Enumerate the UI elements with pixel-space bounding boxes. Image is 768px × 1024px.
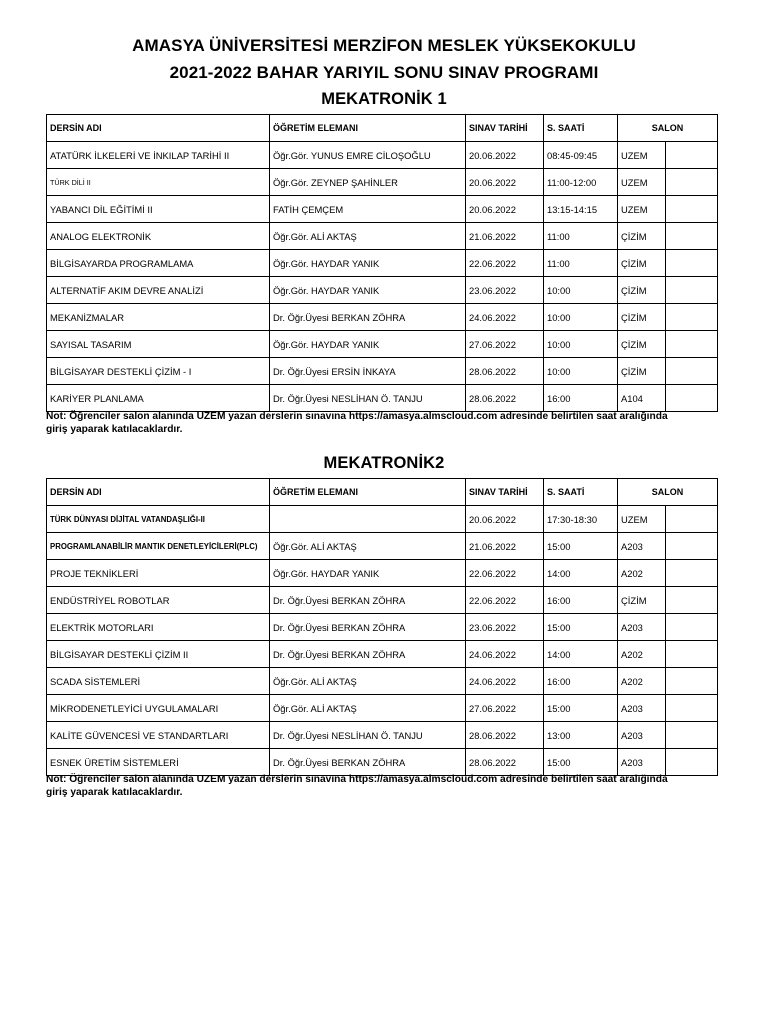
instructor-cell: Dr. Öğr.Üyesi BERKAN ZÖHRA — [270, 614, 466, 641]
room-extra-cell — [666, 196, 718, 223]
room-extra-cell — [666, 560, 718, 587]
room-cell: A202 — [618, 560, 666, 587]
column-header-time: S. SAATİ — [544, 479, 618, 506]
exam-date-cell: 27.06.2022 — [466, 695, 544, 722]
room-cell: UZEM — [618, 169, 666, 196]
exam-date-cell: 28.06.2022 — [466, 385, 544, 412]
room-cell: ÇİZİM — [618, 250, 666, 277]
table-row — [47, 749, 718, 776]
table-row — [47, 533, 718, 560]
course-cell: KALİTE GÜVENCESİ VE STANDARTLARI — [47, 722, 270, 749]
room-cell: ÇİZİM — [618, 331, 666, 358]
column-header-room: SALON — [618, 479, 718, 506]
exam-date-cell: 24.06.2022 — [466, 668, 544, 695]
table-row — [47, 358, 718, 385]
table-row — [47, 277, 718, 304]
course-cell: ATATÜRK İLKELERİ VE İNKILAP TARİHİ II — [47, 142, 270, 169]
column-header-date: SINAV TARİHİ — [466, 115, 544, 142]
course-cell: SAYISAL TASARIM — [47, 331, 270, 358]
exam-time-cell: 11:00-12:00 — [544, 169, 618, 196]
section-note — [46, 773, 736, 799]
room-cell: ÇİZİM — [618, 304, 666, 331]
room-cell: ÇİZİM — [618, 358, 666, 385]
room-extra-cell — [666, 358, 718, 385]
instructor-cell: Dr. Öğr.Üyesi BERKAN ZÖHRA — [270, 304, 466, 331]
table-row — [47, 250, 718, 277]
course-cell: BİLGİSAYAR DESTEKLİ ÇİZİM - I — [47, 358, 270, 385]
table-row — [47, 304, 718, 331]
table-row — [47, 223, 718, 250]
room-cell: UZEM — [618, 196, 666, 223]
instructor-cell: Dr. Öğr.Üyesi ERSİN İNKAYA — [270, 358, 466, 385]
room-cell: UZEM — [618, 142, 666, 169]
room-extra-cell — [666, 250, 718, 277]
room-extra-cell — [666, 331, 718, 358]
exam-time-cell: 10:00 — [544, 304, 618, 331]
room-cell: A203 — [618, 695, 666, 722]
course-cell: BİLGİSAYAR DESTEKLİ ÇİZİM II — [47, 641, 270, 668]
room-cell: ÇİZİM — [618, 277, 666, 304]
instructor-cell: Dr. Öğr.Üyesi BERKAN ZÖHRA — [270, 749, 466, 776]
instructor-cell: Dr. Öğr.Üyesi NESLİHAN Ö. TANJU — [270, 722, 466, 749]
document-subtitle: 2021-2022 BAHAR YARIYIL SONU SINAV PROGRAMI — [169, 63, 599, 82]
table-row — [47, 614, 718, 641]
exam-table-mekatronik-1 — [46, 114, 718, 412]
instructor-cell: Öğr.Gör. ALİ AKTAŞ — [270, 668, 466, 695]
column-header-instructor: ÖĞRETİM ELEMANI — [270, 115, 466, 142]
room-extra-cell — [666, 614, 718, 641]
exam-time-cell: 17:30-18:30 — [544, 506, 618, 533]
course-cell: SCADA SİSTEMLERİ — [47, 668, 270, 695]
table-row — [47, 169, 718, 196]
room-cell: A203 — [618, 533, 666, 560]
course-cell: ALTERNATİF AKIM DEVRE ANALİZİ — [47, 277, 270, 304]
exam-time-cell: 16:00 — [544, 668, 618, 695]
exam-date-cell: 24.06.2022 — [466, 304, 544, 331]
exam-date-cell: 27.06.2022 — [466, 331, 544, 358]
exam-date-cell: 28.06.2022 — [466, 749, 544, 776]
table-row — [47, 587, 718, 614]
course-cell: BİLGİSAYARDA PROGRAMLAMA — [47, 250, 270, 277]
course-cell: MİKRODENETLEYİCİ UYGULAMALARI — [47, 695, 270, 722]
course-cell: KARİYER PLANLAMA — [47, 385, 270, 412]
exam-date-cell: 28.06.2022 — [466, 358, 544, 385]
exam-time-cell: 14:00 — [544, 641, 618, 668]
room-extra-cell — [666, 695, 718, 722]
table-row — [47, 641, 718, 668]
exam-time-cell: 13:00 — [544, 722, 618, 749]
course-cell: ELEKTRİK MOTORLARI — [47, 614, 270, 641]
room-cell: A203 — [618, 722, 666, 749]
room-extra-cell — [666, 142, 718, 169]
exam-date-cell: 24.06.2022 — [466, 641, 544, 668]
table-body — [47, 479, 718, 776]
column-header-time: S. SAATİ — [544, 115, 618, 142]
room-extra-cell — [666, 668, 718, 695]
instructor-cell: Öğr.Gör. ALİ AKTAŞ — [270, 223, 466, 250]
column-header-course: DERSİN ADI — [47, 479, 270, 506]
exam-date-cell: 21.06.2022 — [466, 223, 544, 250]
exam-time-cell: 15:00 — [544, 533, 618, 560]
exam-date-cell: 23.06.2022 — [466, 614, 544, 641]
table-body — [47, 115, 718, 412]
column-header-room: SALON — [618, 115, 718, 142]
instructor-cell — [270, 506, 466, 533]
table-header-row — [47, 115, 718, 142]
course-cell: TÜRK DİLİ II — [47, 169, 270, 196]
exam-time-cell: 16:00 — [544, 385, 618, 412]
course-cell: YABANCI DİL EĞİTİMİ II — [47, 196, 270, 223]
column-header-date: SINAV TARİHİ — [466, 479, 544, 506]
instructor-cell: Öğr.Gör. HAYDAR YANIK — [270, 560, 466, 587]
table-row — [47, 196, 718, 223]
column-header-instructor: ÖĞRETİM ELEMANI — [270, 479, 466, 506]
exam-date-cell: 20.06.2022 — [466, 169, 544, 196]
exam-time-cell: 11:00 — [544, 250, 618, 277]
section-title-mekatronik-1: MEKATRONİK 1 — [321, 90, 447, 108]
course-cell: ESNEK ÜRETİM SİSTEMLERİ — [47, 749, 270, 776]
table-header-row — [47, 479, 718, 506]
note-line: giriş yaparak katılacaklardır. — [46, 787, 183, 798]
room-cell: A203 — [618, 614, 666, 641]
exam-date-cell: 22.06.2022 — [466, 560, 544, 587]
exam-time-cell: 10:00 — [544, 331, 618, 358]
room-extra-cell — [666, 169, 718, 196]
table-row — [47, 385, 718, 412]
table-row — [47, 560, 718, 587]
exam-time-cell: 08:45-09:45 — [544, 142, 618, 169]
exam-date-cell: 28.06.2022 — [466, 722, 544, 749]
room-cell: A202 — [618, 641, 666, 668]
exam-time-cell: 16:00 — [544, 587, 618, 614]
instructor-cell: Dr. Öğr.Üyesi NESLİHAN Ö. TANJU — [270, 385, 466, 412]
room-extra-cell — [666, 749, 718, 776]
exam-date-cell: 20.06.2022 — [466, 196, 544, 223]
table-row — [47, 668, 718, 695]
exam-date-cell: 20.06.2022 — [466, 142, 544, 169]
document-title: AMASYA ÜNİVERSİTESİ MERZİFON MESLEK YÜKSEKOKULU — [132, 36, 636, 55]
instructor-cell: Dr. Öğr.Üyesi BERKAN ZÖHRA — [270, 587, 466, 614]
instructor-cell: Öğr.Gör. ZEYNEP ŞAHİNLER — [270, 169, 466, 196]
instructor-cell: Öğr.Gör. ALİ AKTAŞ — [270, 695, 466, 722]
room-cell: A203 — [618, 749, 666, 776]
section-note — [46, 410, 736, 436]
table-row — [47, 331, 718, 358]
instructor-cell: FATİH ÇEMÇEM — [270, 196, 466, 223]
exam-table-mekatronik-2 — [46, 478, 718, 776]
room-extra-cell — [666, 277, 718, 304]
room-cell: ÇİZİM — [618, 587, 666, 614]
exam-date-cell: 20.06.2022 — [466, 506, 544, 533]
course-cell: TÜRK DÜNYASI DİJİTAL VATANDAŞLIĞI-II — [47, 506, 270, 533]
exam-time-cell: 15:00 — [544, 749, 618, 776]
room-extra-cell — [666, 722, 718, 749]
note-line: Not: Öğrenciler salon alanında UZEM yazan derslerin sınavına https://amasya.almscloud.com adresinde belirtilen saat aralığında — [46, 411, 668, 422]
column-header-course: DERSİN ADI — [47, 115, 270, 142]
room-cell: UZEM — [618, 506, 666, 533]
note-line: giriş yaparak katılacaklardır. — [46, 424, 183, 435]
course-cell: PROJE TEKNİKLERİ — [47, 560, 270, 587]
table-row — [47, 722, 718, 749]
table-row — [47, 695, 718, 722]
exam-date-cell: 23.06.2022 — [466, 277, 544, 304]
exam-date-cell: 21.06.2022 — [466, 533, 544, 560]
room-extra-cell — [666, 641, 718, 668]
exam-time-cell: 11:00 — [544, 223, 618, 250]
room-extra-cell — [666, 385, 718, 412]
instructor-cell: Öğr.Gör. YUNUS EMRE CİLOŞOĞLU — [270, 142, 466, 169]
room-cell: ÇİZİM — [618, 223, 666, 250]
room-extra-cell — [666, 587, 718, 614]
note-line: Not: Öğrenciler salon alanında UZEM yazan derslerin sınavına https://amasya.almscloud.com adresinde belirtilen saat aralığında — [46, 774, 668, 785]
exam-time-cell: 10:00 — [544, 277, 618, 304]
instructor-cell: Öğr.Gör. ALİ AKTAŞ — [270, 533, 466, 560]
room-extra-cell — [666, 533, 718, 560]
table-row — [47, 142, 718, 169]
room-cell: A104 — [618, 385, 666, 412]
course-cell: ANALOG ELEKTRONİK — [47, 223, 270, 250]
instructor-cell: Öğr.Gör. HAYDAR YANIK — [270, 277, 466, 304]
exam-date-cell: 22.06.2022 — [466, 250, 544, 277]
room-extra-cell — [666, 506, 718, 533]
course-cell: PROGRAMLANABİLİR MANTIK DENETLEYİCİLERİ(PLC) — [47, 533, 270, 560]
course-cell: MEKANİZMALAR — [47, 304, 270, 331]
exam-date-cell: 22.06.2022 — [466, 587, 544, 614]
instructor-cell: Öğr.Gör. HAYDAR YANIK — [270, 250, 466, 277]
room-extra-cell — [666, 304, 718, 331]
room-extra-cell — [666, 223, 718, 250]
course-cell: ENDÜSTRİYEL ROBOTLAR — [47, 587, 270, 614]
instructor-cell: Öğr.Gör. HAYDAR YANIK — [270, 331, 466, 358]
room-cell: A202 — [618, 668, 666, 695]
exam-time-cell: 10:00 — [544, 358, 618, 385]
exam-time-cell: 13:15-14:15 — [544, 196, 618, 223]
section-title-mekatronik-2: MEKATRONİK2 — [323, 454, 445, 472]
instructor-cell: Dr. Öğr.Üyesi BERKAN ZÖHRA — [270, 641, 466, 668]
exam-time-cell: 15:00 — [544, 695, 618, 722]
table-row — [47, 506, 718, 533]
exam-time-cell: 15:00 — [544, 614, 618, 641]
exam-time-cell: 14:00 — [544, 560, 618, 587]
